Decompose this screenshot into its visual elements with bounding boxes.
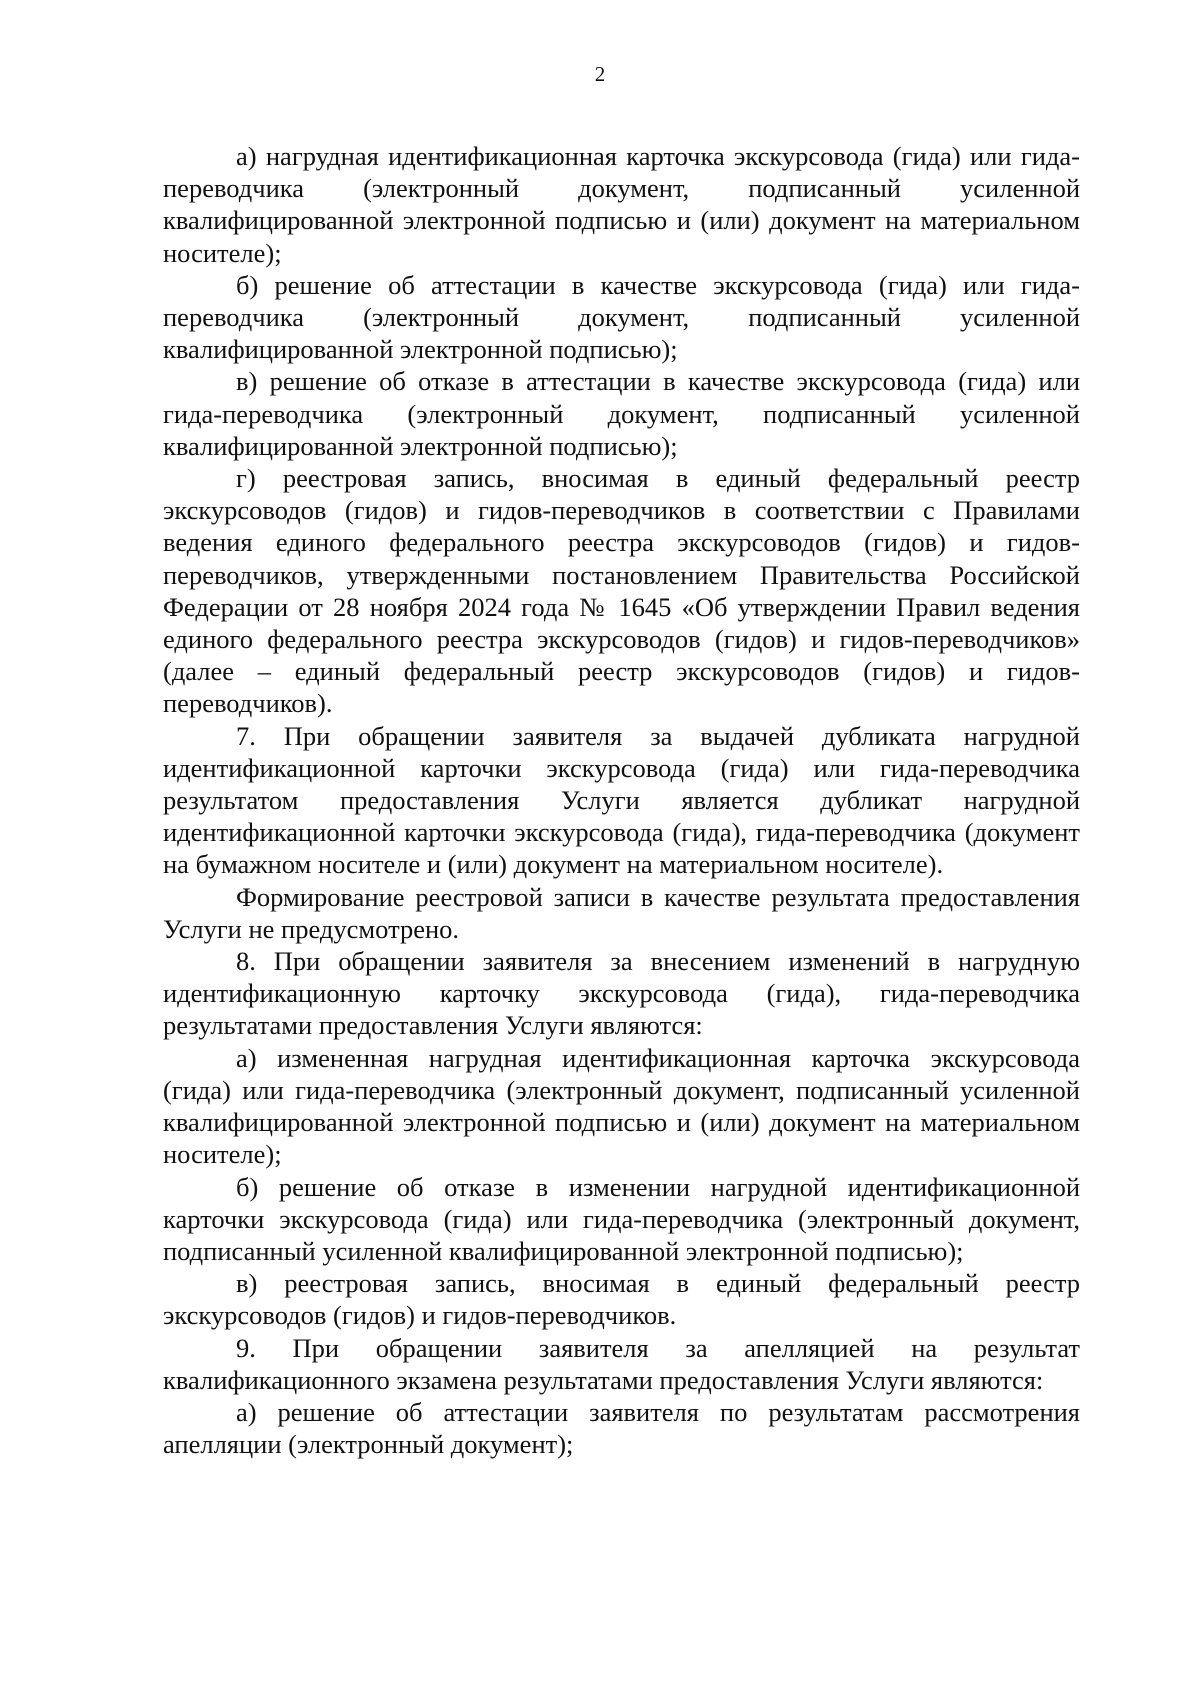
paragraph-8b: б) решение об отказе в изменении нагрудной идентификационной карточки экскурсовода (гида) или гида-переводчика (электронный документ, подписанный усиленной квалифицированной электронной подписью); xyxy=(163,1171,1080,1266)
paragraph-6b: б) решение об аттестации в качестве экскурсовода (гида) или гида-переводчика (электронный документ, подписанный усиленной квалифицированной электронной подписью); xyxy=(163,269,1080,365)
paragraph-7: 7. При обращении заявителя за выдачей дубликата нагрудной идентификационной карточки экскурсовода (гида) или гида-переводчика результатом предоставления Услуги является дубликат нагрудной идентификационной карточки экскурсовода (гида), гида-переводчика (документ на бумажном носителе и (или) документ на материальном носителе). xyxy=(163,720,1080,880)
paragraph-9: 9. При обращении заявителя за апелляцией на результат квалификационного экзамена результатами предоставления Услуги являются: xyxy=(163,1332,1080,1395)
paragraph-6a: а) нагрудная идентификационная карточка экскурсовода (гида) или гида-переводчика (электронный документ, подписанный усиленной квалифицированной электронной подписью и (или) документ на материальном носителе); xyxy=(163,141,1080,268)
paragraph-9a: а) решение об аттестации заявителя по результатам рассмотрения апелляции (электронный документ); xyxy=(163,1396,1080,1460)
paragraph-8: 8. При обращении заявителя за внесением изменений в нагрудную идентификационную карточку экскурсовода (гида), гида-переводчика результатами предоставления Услуги являются: xyxy=(163,946,1080,1041)
document-body xyxy=(163,140,1080,1460)
paragraph-8v: в) реестровая запись, вносимая в единый федеральный реестр экскурсоводов (гидов) и гидов-переводчиков. xyxy=(163,1268,1080,1331)
page-number: 2 xyxy=(594,62,606,86)
paragraph-7-note: Формирование реестровой записи в качестве результата предоставления Услуги не предусмотрено. xyxy=(163,881,1080,944)
paragraph-8a: а) измененная нагрудная идентификационная карточка экскурсовода (гида) или гида-переводчика (электронный документ, подписанный усиленной квалифицированной электронной подписью и (или) документ на материальном носителе); xyxy=(163,1042,1080,1170)
paragraph-6v: в) решение об отказе в аттестации в качестве экскурсовода (гида) или гида-переводчика (электронный документ, подписанный усиленной квалифицированной электронной подписью); xyxy=(163,366,1080,461)
paragraph-6g: г) реестровая запись, вносимая в единый федеральный реестр экскурсоводов (гидов) и гидов-переводчиков в соответствии с Правилами ведения единого федерального реестра экскурсоводов (гидов) и гидов-переводчиков, утвержденными постановлением Правительства Российской Федерации от 28 ноября 2024 года № 1645 «Об утверждении Правил ведения единого федерального реестра экскурсоводов (гидов) и гидов-переводчиков» (далее – единый федеральный реестр экскурсоводов (гидов) и гидов-переводчиков). xyxy=(163,463,1080,719)
